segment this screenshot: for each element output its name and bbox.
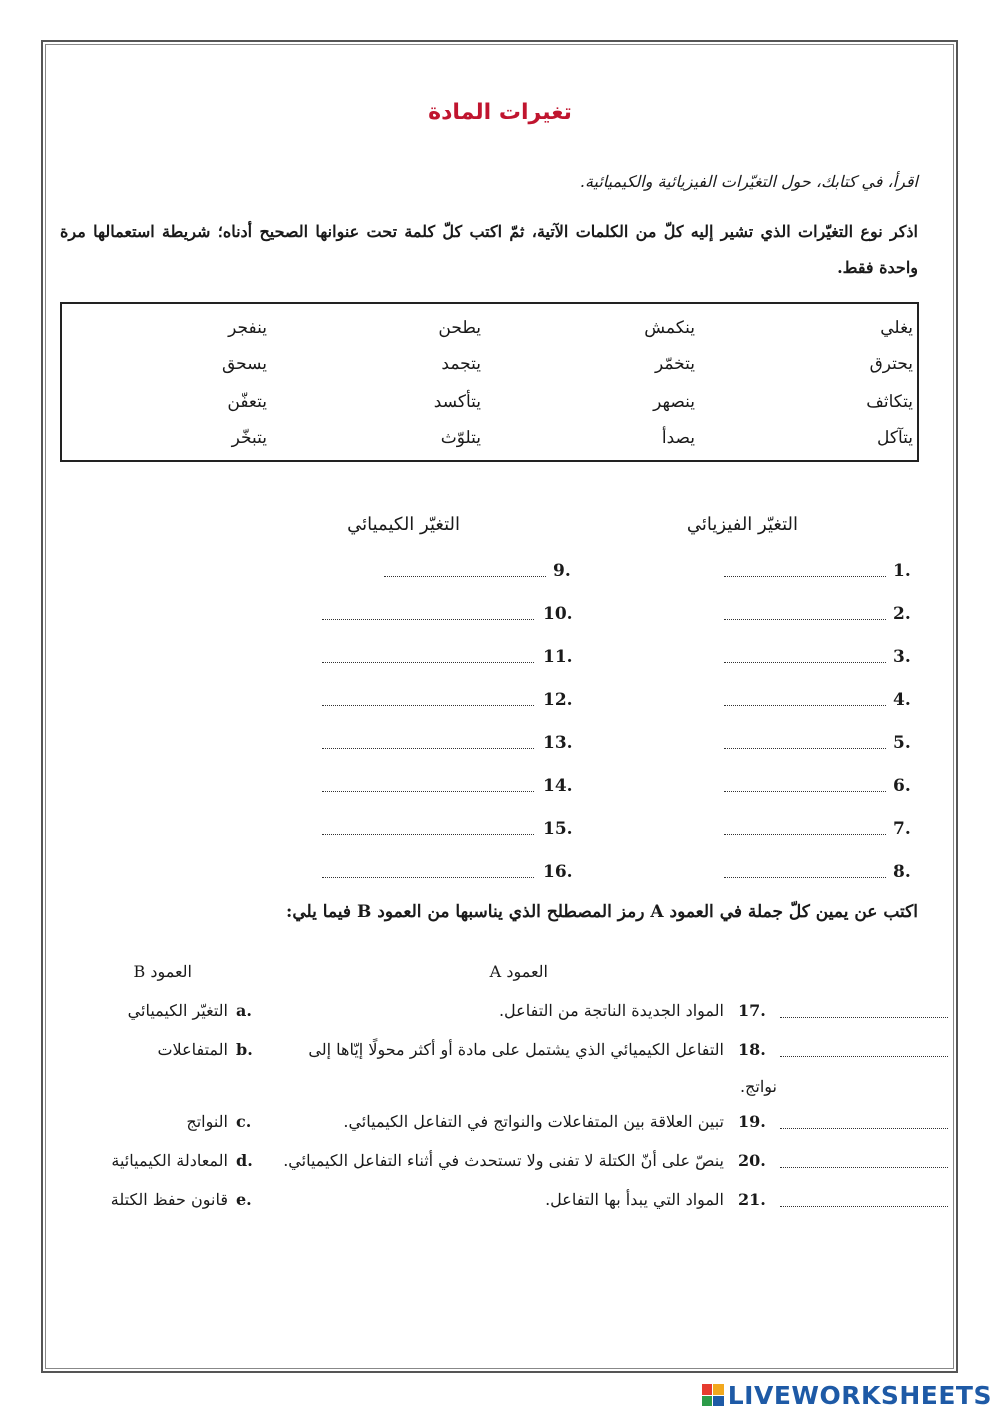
statement-text: ينصّ على أنّ الكتلة لا تفنى ولا تستحدث في أثناء التفاعل الكيميائي. (283, 1151, 724, 1170)
word-item: يتعفّن (227, 392, 267, 412)
answer-number: 4. (893, 690, 911, 710)
answer-blank[interactable] (322, 662, 534, 663)
match-blank[interactable] (780, 1167, 948, 1168)
answer-blank[interactable] (724, 748, 886, 749)
answer-blank[interactable] (322, 705, 534, 706)
word-item: يسحق (221, 354, 267, 374)
answer-blank[interactable] (724, 662, 886, 663)
match-blank[interactable] (780, 1206, 948, 1207)
answer-blank[interactable] (724, 576, 886, 577)
word-item: يحترق (869, 354, 913, 374)
answer-number: 6. (893, 776, 911, 796)
term-letter: e. (236, 1190, 252, 1209)
match-blank[interactable] (780, 1128, 948, 1129)
word-item: يصدأ (661, 428, 695, 448)
statement-number: 21. (738, 1190, 766, 1209)
chemical-change-header: التغيّر الكيميائي (347, 514, 460, 535)
word-item: يتكاثف (866, 392, 913, 412)
statement-text: المواد التي يبدأ بها التفاعل. (545, 1190, 724, 1209)
answer-blank[interactable] (724, 834, 886, 835)
term-letter: c. (236, 1112, 252, 1131)
physical-change-header: التغيّر الفيزيائي (686, 514, 798, 535)
answer-number: 16. (543, 862, 573, 882)
logo-text: LIVEWORKSHEETS (727, 1380, 992, 1410)
logo-square (713, 1396, 724, 1407)
word-item: يغلي (880, 318, 913, 338)
answer-number: 7. (893, 819, 911, 839)
word-item: يتآكل (876, 428, 913, 448)
column-b-header: العمود B (133, 962, 192, 981)
word-item: يتبخّر (231, 428, 267, 448)
term-text: المعادلة الكيميائية (111, 1151, 228, 1170)
word-item: يتجمد (441, 354, 481, 374)
word-item: ينصهر (653, 392, 695, 412)
logo-square (702, 1384, 713, 1395)
term-letter: a. (236, 1001, 252, 1020)
answer-blank[interactable] (724, 877, 886, 878)
term-text: قانون حفظ الكتلة (110, 1190, 228, 1209)
logo-icon (702, 1384, 724, 1406)
answer-blank[interactable] (322, 748, 534, 749)
match-blank[interactable] (780, 1017, 948, 1018)
column-a-header: العمود A (489, 962, 548, 981)
logo-square (702, 1396, 713, 1407)
answer-number: 3. (893, 647, 911, 667)
answer-number: 5. (893, 733, 911, 753)
statement-text: التفاعل الكيميائي الذي يشتمل على مادة أو أكثر محولًا إيّاها إلى (308, 1040, 724, 1059)
statement-number: 17. (738, 1001, 766, 1020)
answer-number: 2. (893, 604, 911, 624)
answer-number: 11. (543, 647, 573, 667)
answer-blank[interactable] (724, 791, 886, 792)
term-letter: b. (236, 1040, 253, 1059)
answer-blank[interactable] (724, 619, 886, 620)
term-text: المتفاعلات (157, 1040, 228, 1059)
answer-number: 8. (893, 862, 911, 882)
word-item: يتلوّث (440, 428, 481, 448)
statement-number: 19. (738, 1112, 766, 1131)
answer-blank[interactable] (322, 619, 534, 620)
statement-text: تبين العلاقة بين المتفاعلات والنواتج في التفاعل الكيميائي. (343, 1112, 724, 1131)
liveworksheets-logo (702, 1380, 992, 1410)
statement-number: 18. (738, 1040, 766, 1059)
answer-blank[interactable] (322, 791, 534, 792)
word-item: ينكمش (644, 318, 695, 338)
answer-number: 15. (543, 819, 573, 839)
answer-number: 13. (543, 733, 573, 753)
answer-blank[interactable] (384, 576, 546, 577)
answer-blank[interactable] (724, 705, 886, 706)
statement-text-continued: نواتج. (739, 1077, 777, 1096)
answer-number: 1. (893, 561, 911, 581)
intro-text: اقرأ، في كتابك، حول التغيّرات الفيزيائية والكيميائية. (579, 172, 918, 191)
logo-square (713, 1384, 724, 1395)
statement-text: المواد الجديدة الناتجة من التفاعل. (498, 1001, 724, 1020)
answer-number: 10. (543, 604, 573, 624)
instruction-text: اذكر نوع التغيّرات الذي تشير إليه كلّ من الكلمات الآتية، ثمّ اكتب كلّ كلمة تحت عنوانها الصحيح أدناه؛ شريطة استعمالها مرة واحدة فقط. (60, 222, 918, 277)
answer-number: 9. (553, 561, 571, 581)
answer-number: 14. (543, 776, 573, 796)
word-item: ينفجر (228, 318, 267, 338)
page-title: تغيرات المادة (428, 100, 572, 125)
statement-number: 20. (738, 1151, 766, 1170)
match-blank[interactable] (780, 1056, 948, 1057)
answer-number: 12. (543, 690, 573, 710)
word-item: يتخمّر (654, 354, 695, 374)
word-item: يطحن (438, 318, 481, 338)
word-item: يتأكسد (433, 392, 481, 412)
term-text: النواتج (186, 1112, 228, 1131)
term-text: التغيّر الكيميائي (127, 1001, 228, 1020)
word-bank-box (60, 302, 919, 462)
term-letter: d. (236, 1151, 253, 1170)
answer-blank[interactable] (322, 877, 534, 878)
answer-blank[interactable] (322, 834, 534, 835)
matching-instruction: اكتب عن يمين كلّ جملة في العمود A رمز المصطلح الذي يناسبها من العمود B فيما يلي: (286, 902, 918, 922)
